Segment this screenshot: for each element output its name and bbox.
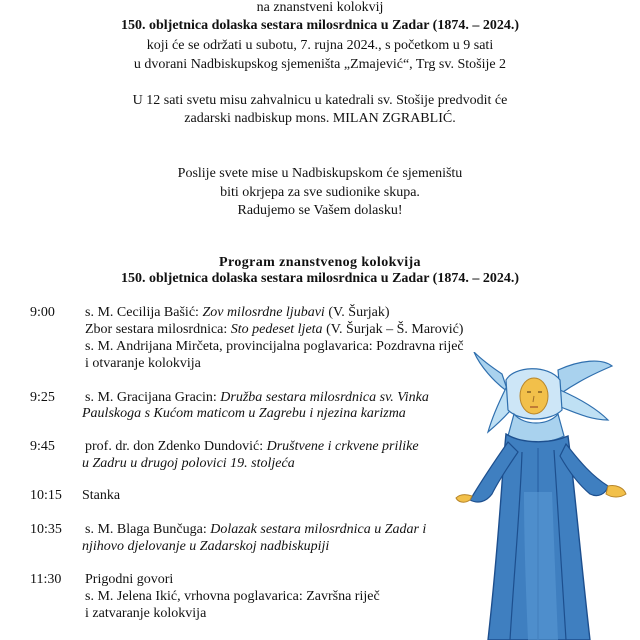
credit-note: (V. Šurjak – Š. Marović) [322, 322, 464, 337]
refreshment-line-2: biti okrjepa za sve sudionike skupa. [220, 185, 420, 200]
talk-title: Družba sestara milosrdnica sv. Vinka [220, 390, 429, 405]
program-heading: Program znanstvenog kolokvija [219, 255, 421, 270]
talk-title-cont: njihovo djelovanje u Zadarskoj nadbiskupiji [82, 539, 330, 554]
program-line: s. M. Andrijana Mirčeta, provincijalna poglavarica: Pozdravna riječ [85, 339, 464, 354]
choir-name: Zbor sestara milosrdnica: [85, 322, 231, 337]
speaker-name: s. M. Blaga Bunčuga: [85, 522, 211, 537]
program-line [82, 538, 329, 555]
talk-title-cont: Paulskoga s Kućom maticom u Zagrebu i njezina karizma [82, 406, 406, 421]
program-line: i otvaranje kolokvija [85, 356, 201, 371]
intro-text: na znanstveni kolokvij [256, 0, 384, 15]
program-line [85, 521, 426, 538]
program-time: 9:45 [30, 439, 55, 454]
talk-title: Društvene i crkvene prilike [266, 439, 419, 454]
credit-note: (V. Šurjak) [324, 305, 390, 320]
event-venue-line: u dvorani Nadbiskupskog sjemeništa „Zmajević“, Trg sv. Stošije 2 [133, 57, 507, 72]
program-time: 9:25 [30, 390, 55, 405]
talk-title-cont: u Zadru u drugoj polovici 19. stoljeća [82, 456, 295, 471]
program-line [85, 389, 429, 406]
mass-line-2: zadarski nadbiskup mons. MILAN ZGRABLIĆ. [184, 111, 456, 126]
program-line: Prigodni govori [85, 572, 174, 587]
program-time: 9:00 [30, 305, 55, 320]
talk-title: Zov milosrdne ljubavi [202, 305, 325, 320]
sister-of-charity-illustration [440, 352, 640, 640]
refreshment-line-1: Poslije svete mise u Nadbiskupskom će sjemeništu [177, 166, 463, 181]
welcome-line: Radujemo se Vašem dolasku! [237, 203, 403, 218]
song-title: Sto pedeset ljeta [230, 322, 323, 337]
program-line: s. M. Jelena Ikić, vrhovna poglavarica: Završna riječ [85, 589, 380, 604]
mass-line-1: U 12 sati svetu misu zahvalnicu u katedrali sv. Stošije predvodit će [132, 93, 508, 108]
program-time: 11:30 [30, 572, 62, 587]
cutoff-text [130, 632, 133, 640]
talk-title: Dolazak sestara milosrdnica u Zadar i [210, 522, 427, 537]
program-line [82, 405, 406, 422]
program-line [85, 438, 419, 455]
speaker-name: prof. dr. don Zdenko Dundović: [85, 439, 267, 454]
program-line: i zatvaranje kolokvija [85, 606, 207, 621]
program-time: 10:15 [30, 488, 62, 503]
speaker-name: s. M. Cecilija Bašić: [85, 305, 203, 320]
program-line [85, 321, 463, 338]
speaker-name: s. M. Gracijana Gracin: [85, 390, 221, 405]
sister-of-charity-figure-icon [456, 352, 626, 640]
event-date-line: koji će se održati u subotu, 7. rujna 2024., s početkom u 9 sati [146, 38, 494, 53]
program-line: Stanka [82, 488, 121, 503]
event-title: 150. obljetnica dolaska sestara milosrdnica u Zadar (1874. – 2024.) [121, 18, 519, 33]
program-time: 10:35 [30, 522, 62, 537]
program-line [85, 304, 390, 321]
program-subheading: 150. obljetnica dolaska sestara milosrdnica u Zadar (1874. – 2024.) [121, 271, 519, 286]
program-line [82, 455, 295, 472]
